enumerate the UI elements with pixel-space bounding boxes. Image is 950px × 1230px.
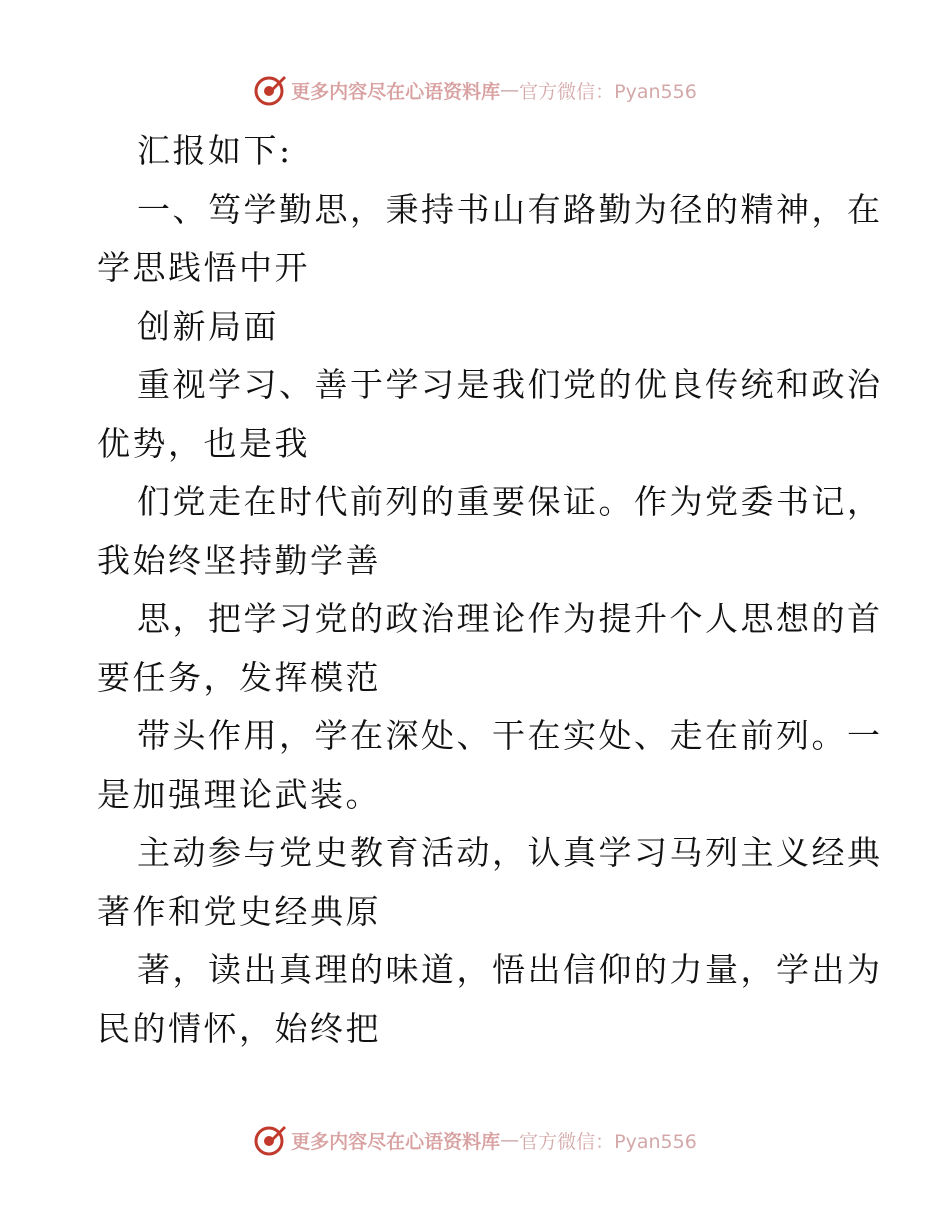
body-line: 思，把学习党的政治理论作为提升个人思想的首: [137, 599, 883, 638]
body-line: 著作和党史经典原: [97, 891, 381, 931]
document-body: [97, 122, 883, 1058]
body-line: 汇报如下:: [137, 131, 293, 170]
body-line: 我始终坚持勤学善: [97, 540, 381, 580]
footer-watermark-main: 更多内容尽在心语资料库: [291, 1130, 501, 1153]
body-line: 民的情怀，始终把: [97, 1008, 381, 1048]
body-line: 一、笃学勤思，秉持书山有路勤为径的精神，在: [137, 189, 883, 229]
body-line: 是加强理论武装。: [97, 774, 381, 814]
footer-watermark-dash: —: [500, 1129, 520, 1151]
body-line: 著，读出真理的味道，悟出信仰的力量，学出为: [137, 950, 883, 989]
footer-watermark: [0, 1120, 950, 1160]
body-line: 优势，也是我: [97, 423, 310, 463]
pen-logo-icon: [253, 73, 287, 107]
header-watermark: [0, 70, 950, 110]
body-line: 学思践悟中开: [97, 248, 310, 287]
body-line: 重视学习、善于学习是我们党的优良传统和政治: [137, 365, 883, 404]
body-line: 们党走在时代前列的重要保证。作为党委书记，: [137, 482, 883, 521]
body-line: 带头作用，学在深处、干在实处、走在前列。一: [137, 716, 883, 755]
body-line: 主动参与党史教育活动，认真学习马列主义经典: [137, 833, 883, 872]
header-watermark-wechat: 官方微信：Pyan556: [519, 80, 697, 103]
body-line: 创新局面: [137, 306, 279, 346]
header-watermark-main: 更多内容尽在心语资料库: [291, 80, 501, 103]
footer-watermark-wechat: 官方微信：Pyan556: [519, 1130, 697, 1153]
pen-logo-icon: [253, 1123, 287, 1157]
header-watermark-dash: —: [500, 79, 520, 101]
body-line: 要任务，发挥模范: [97, 657, 381, 697]
